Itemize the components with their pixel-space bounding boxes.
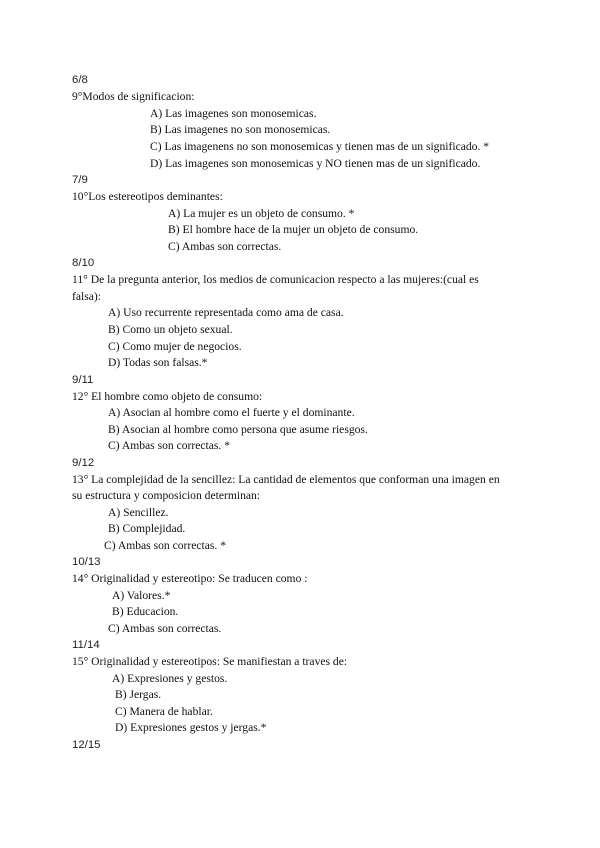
- q11-option-d: D) Todas son falsas.*: [108, 356, 208, 369]
- q15-option-d: D) Expresiones gestos y jergas.*: [115, 721, 267, 734]
- q10-option-c: C) Ambas son correctas.: [168, 240, 282, 253]
- q10-option-b: B) El hombre hace de la mujer un objeto de consumo.: [168, 223, 419, 236]
- q12-option-c: C) Ambas son correctas. *: [108, 439, 231, 452]
- q11-option-a: A) Uso recurrente representada como ama de casa.: [108, 306, 344, 319]
- q9-option-a: A) Las imagenes son monosemicas.: [150, 107, 317, 120]
- page-counter: 12/15: [72, 739, 101, 751]
- q13-option-c: C) Ambas son correctas. *: [104, 539, 227, 552]
- question-11: 11° De la pregunta anterior, los medios de comunicacion respecto a las mujeres:(cual es: [72, 273, 479, 286]
- question-12: 12° El hombre como objeto de consumo:: [72, 390, 263, 403]
- question-10: 10°Los estereotipos deminantes:: [72, 190, 223, 203]
- q9-option-d: D) Las imagenes son monosemicas y NO tienen mas de un significado.: [150, 157, 481, 170]
- q11-option-c: C) Como mujer de negocios.: [108, 340, 242, 353]
- q14-option-a: A) Valores.*: [112, 589, 171, 602]
- q15-option-c: C) Manera de hablar.: [115, 705, 213, 718]
- question-14: 14° Originalidad y estereotipo: Se traducen como :: [72, 572, 308, 585]
- page-counter: 7/9: [72, 174, 88, 186]
- page-counter: 11/14: [72, 639, 100, 651]
- q14-option-c: C) Ambas son correctas.: [108, 622, 222, 635]
- q15-option-b: B) Jergas.: [115, 688, 162, 701]
- question-11-cont: falsa):: [72, 290, 101, 303]
- question-15: 15° Originalidad y estereotipos: Se manifiestan a traves de:: [72, 655, 348, 668]
- question-13-cont: su estructura y composicion determinan:: [72, 489, 261, 502]
- q14-option-b: B) Educacion.: [112, 605, 179, 618]
- page-counter: 6/8: [72, 74, 88, 86]
- q15-option-a: A) Expresiones y gestos.: [112, 672, 228, 685]
- q10-option-a: A) La mujer es un objeto de consumo. *: [168, 207, 355, 220]
- page-counter: 10/13: [72, 556, 101, 568]
- page-counter: 9/11: [72, 374, 94, 386]
- q12-option-b: B) Asocian al hombre como persona que asume riesgos.: [108, 423, 368, 436]
- q12-option-a: A) Asocian al hombre como el fuerte y el dominante.: [108, 406, 355, 419]
- page-counter: 9/12: [72, 457, 95, 469]
- question-9: 9°Modos de significacion:: [72, 90, 195, 103]
- q11-option-b: B) Como un objeto sexual.: [108, 323, 233, 336]
- q13-option-a: A) Sencillez.: [108, 506, 169, 519]
- q13-option-b: B) Complejidad.: [108, 522, 186, 535]
- q9-option-b: B) Las imagenes no son monosemicas.: [150, 123, 331, 136]
- q9-option-c: C) Las imagenens no son monosemicas y tienen mas de un significado. *: [150, 140, 490, 153]
- page-counter: 8/10: [72, 257, 95, 269]
- question-13: 13° La complejidad de la sencillez: La cantidad de elementos que conforman una imagen en: [72, 473, 500, 486]
